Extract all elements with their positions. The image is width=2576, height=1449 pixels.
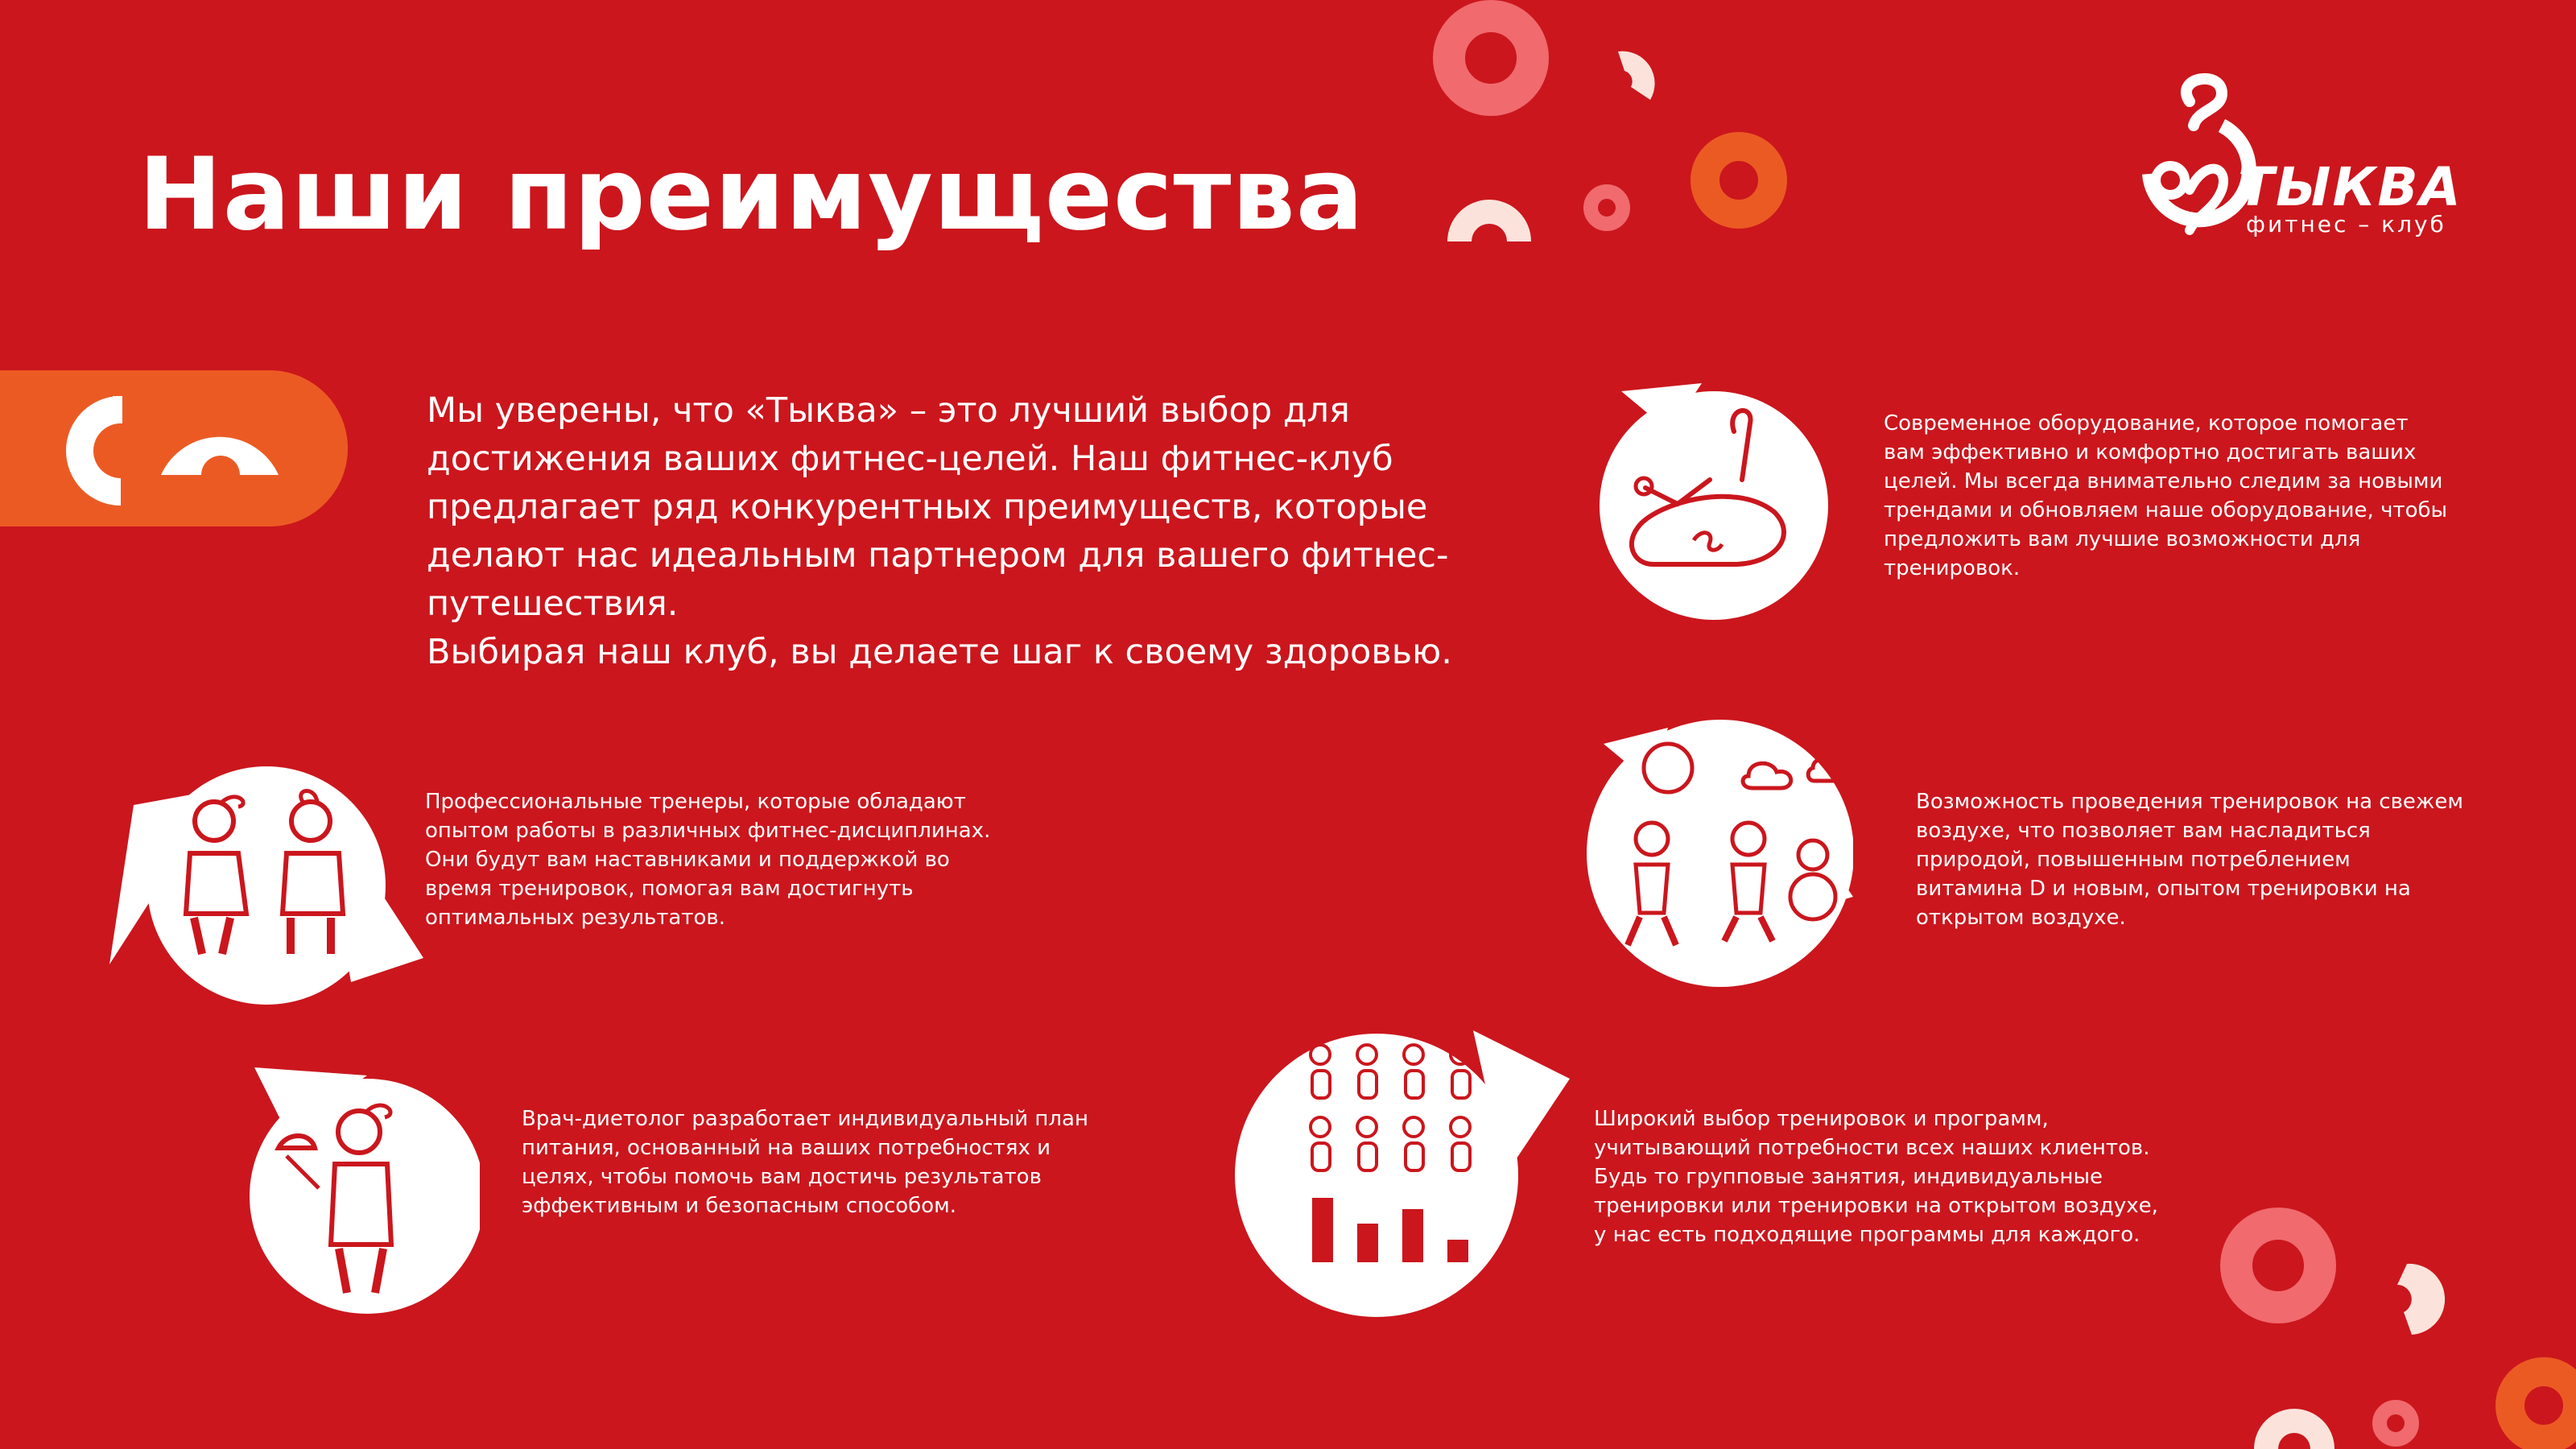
decorative-shapes-banner (64, 394, 290, 507)
intro-paragraph: Мы уверены, что «Тыква» – это лучший выбор для достижения ваших фитнес-целей. Наш фитнес-клуб предлагает ряд конкурентных преимуществ, которые делают нас идеальным партнером для вашего фитнес-путешествия. (427, 390, 1449, 624)
training-programs-icon (1232, 998, 1570, 1320)
page-title: Наши преимущества (138, 137, 1364, 253)
exercise-bike-icon (1589, 383, 1839, 625)
feature-nutrition-text: Врач-диетолог разработает индивидуальный план питания, основанный на ваших потребностях и целях, чтобы помочь вам достичь результатов эффективным и безопасным способом. (522, 1107, 1088, 1218)
nutritionist-icon (238, 1067, 480, 1317)
intro-closing: Выбирая наш клуб, вы делаете шаг к своему здоровью. (427, 632, 1452, 672)
trainers-icon (109, 757, 423, 1006)
decorative-shapes-top (1417, 0, 1835, 258)
feature-outdoor-text: Возможность проведения тренировок на свежем воздухе, что позволяет вам насладиться природой, повышенным потреблением витамина D и новым, опытом тренировки на открытом воздухе. (1916, 790, 2463, 930)
outdoor-training-icon (1579, 696, 1853, 995)
feature-programs-text: Широкий выбор тренировок и программ, учитывающий потребности всех наших клиентов. Будь то групповые занятия, индивидуальные тренировки или тренировки на открытом воздухе, у нас есть подходящие программы для каждого. (1594, 1107, 2158, 1247)
decorative-shapes-bottom (2206, 1191, 2576, 1449)
intro-text (427, 386, 1570, 676)
logo-name: ТЫКВА (2238, 156, 2462, 218)
feature-trainers-text: Профессиональные тренеры, которые обладают опытом работы в различных фитнес-дисциплинах. Они будут вам наставниками и поддержкой во время тренировок, помогая вам достигнуть оптимальных результатов. (425, 790, 991, 930)
feature-equipment-text: Современное оборудование, которое помогает вам эффективно и комфортно достигать ваших целей. Мы всегда внимательно следим за новыми трендами и обновляем наше оборудование, чтобы предложить вам лучшие возможности для тренировок. (1884, 411, 2448, 580)
logo-subtitle: фитнес – клуб (2246, 211, 2446, 237)
